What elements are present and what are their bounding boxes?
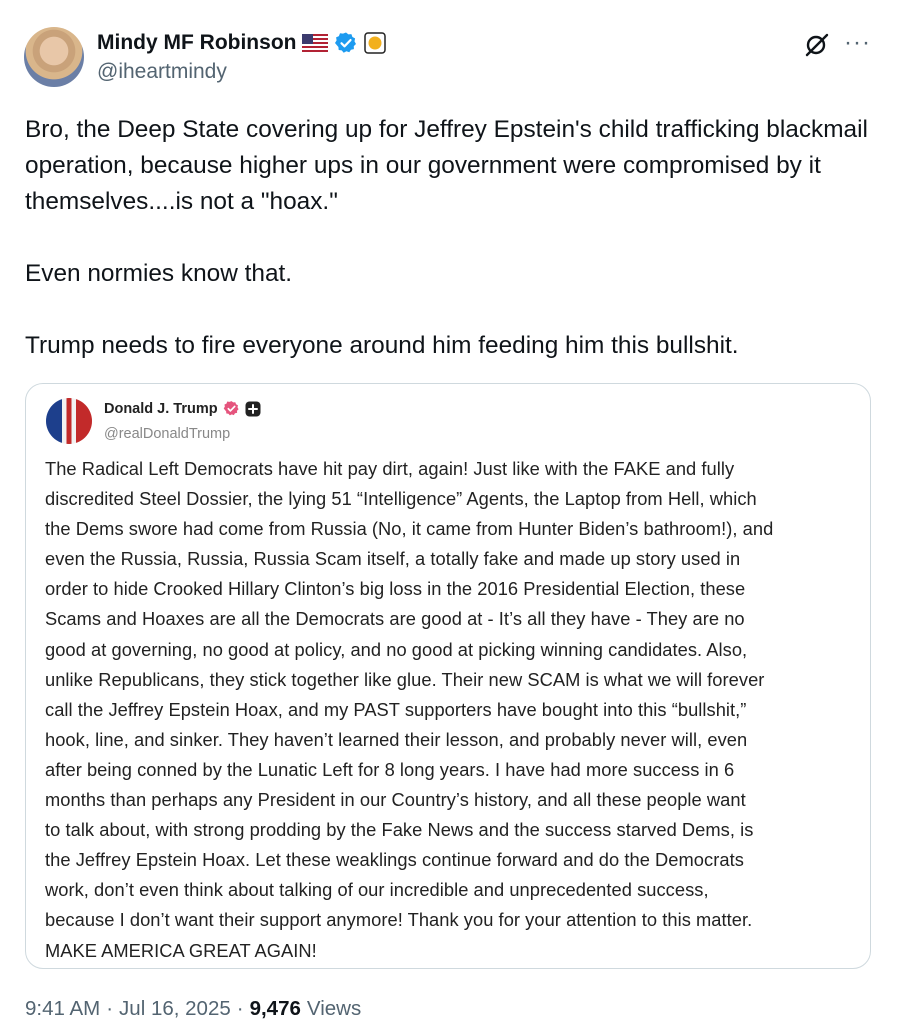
quoted-text-line: Scams and Hoaxes are all the Democrats are good at - It’s all they have - They are no [45,608,745,630]
quoted-text-line: the Jeffrey Epstein Hoax. Let these weaklings continue forward and do the Democrats [45,849,744,871]
quoted-author-avatar [46,398,92,444]
quoted-author-name: Donald J. Trump [104,400,218,417]
gold-square-badge-icon[interactable] [364,32,386,54]
grok-icon[interactable] [804,32,830,58]
post-meta [25,997,361,1021]
tweet-paragraph: Even normies know that. [25,260,293,287]
more-icon[interactable]: ··· [844,29,871,56]
quoted-text-line: discredited Steel Dossier, the lying 51 “Intelligence” Agents, the Laptop from Hell, which [45,488,757,510]
us-flag-icon [302,34,328,52]
quoted-text-line: after being conned by the Lunatic Left for 8 long years. I have had more success in 6 [45,758,735,780]
author-avatar[interactable] [24,27,84,87]
quoted-text-line: to talk about, with strong prodding by the Fake News and the success starved Dems, is [45,819,754,841]
author-display-name[interactable]: Mindy MF Robinson [97,31,297,54]
quoted-text-line: good at governing, no good at policy, and no good at picking winning candidates. Also, [45,638,748,660]
quoted-post-card[interactable] [25,383,871,969]
quoted-text-line: order to hide Crooked Hillary Clinton’s big loss in the 2016 Presidential Election, these [45,578,746,600]
quoted-post-text [45,454,860,966]
quoted-author-name-row [104,400,261,417]
author-handle[interactable]: @iheartmindy [97,60,227,83]
quoted-text-line: the Dems swore had come from Russia (No, it came from Hunter Biden’s bathroom!), and [45,518,774,540]
pink-verified-badge-icon [223,400,240,417]
quoted-text-line: unlike Republicans, they stick together like glue. Their new SCAM is what we will forever [45,668,765,690]
quoted-text-line: hook, line, and sinker. They haven’t learned their lesson, and probably never will, even [45,728,748,750]
quoted-text-line: because I don’t want their support anymore! Thank you for your attention to this matter. [45,909,753,931]
tweet-text [25,112,875,364]
post-time[interactable]: 9:41 AM [25,997,101,1020]
quoted-author-handle: @realDonaldTrump [104,426,231,442]
author-name-row [97,28,386,58]
meta-separator: · [236,997,244,1020]
quoted-text-line: The Radical Left Democrats have hit pay dirt, again! Just like with the FAKE and fully [45,458,735,479]
plus-badge-icon [245,401,261,417]
meta-separator: · [106,997,114,1020]
tweet-paragraph: Bro, the Deep State covering up for Jeffrey Epstein's child trafficking blackmail operation, because higher ups in our government were compromised by it themselves....is not a "hoax." [25,116,868,215]
views-label: Views [306,997,362,1020]
quoted-text-line: even the Russia, Russia, Russia Scam itself, a totally fake and made up story used in [45,548,741,570]
quoted-text-line: call the Jeffrey Epstein Hoax, and my PAST supporters have bought into this “bullshit,” [45,698,747,720]
quoted-text-line: work, don’t even think about talking of our incredible and unprecedented success, [45,879,709,901]
quoted-text-line: MAKE AMERICA GREAT AGAIN! [45,939,317,961]
views-count: 9,476 [249,997,301,1020]
quoted-text-line: months than perhaps any President in our Country’s history, and all these people want [45,789,746,811]
tweet-paragraph: Trump needs to fire everyone around him feeding him this bullshit. [25,332,739,359]
post-date[interactable]: Jul 16, 2025 [119,997,231,1020]
verified-badge-icon[interactable] [334,31,358,55]
